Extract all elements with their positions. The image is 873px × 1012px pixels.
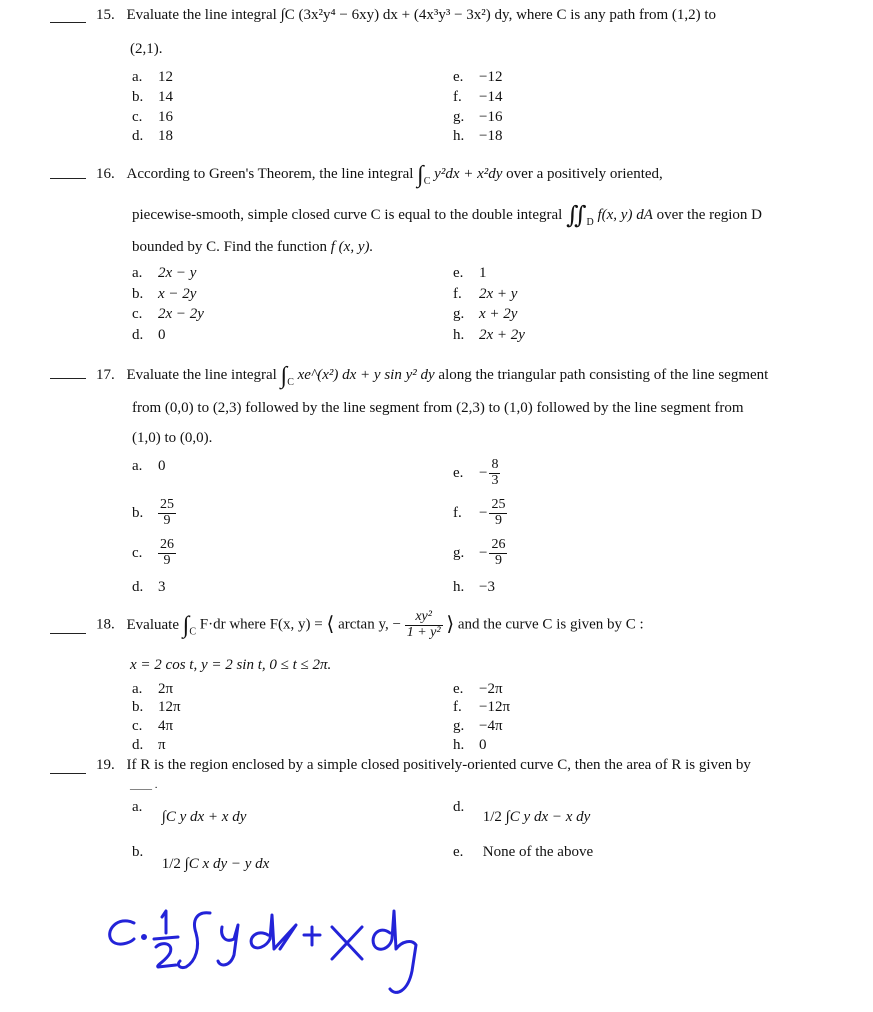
handwritten-answer: [100, 905, 530, 1010]
option-c[interactable]: c. 16: [132, 109, 173, 125]
option-a[interactable]: a. 2x − y: [132, 265, 197, 281]
option-c[interactable]: c. 4π: [132, 718, 174, 734]
option-f[interactable]: f. −14: [453, 89, 503, 105]
question-15-continuation: (2,1).: [130, 41, 163, 57]
answer-blank-15[interactable]: [50, 22, 86, 23]
question-17-line-3: (1,0) to (0,0).: [132, 430, 213, 446]
option-d[interactable]: d. 18: [132, 128, 173, 144]
answer-blank-17[interactable]: [50, 378, 86, 379]
answer-blank-18[interactable]: [50, 633, 86, 634]
option-c[interactable]: c. 2x − 2y: [132, 306, 204, 322]
option-b[interactable]: b. 1/2 ∫C x dy − y dx: [132, 844, 270, 872]
fraction: $\frac{8}{3}$: [491, 457, 499, 488]
option-e[interactable]: e. − $\frac{8}{3}$: [453, 457, 499, 488]
option-b[interactable]: b. x − 2y: [132, 286, 197, 302]
option-a[interactable]: a. ∫C y dx + x dy: [132, 799, 247, 825]
option-e[interactable]: e. None of the above: [453, 844, 594, 860]
question-number: 17.: [96, 367, 115, 383]
handwritten-answer-drawing: [100, 905, 530, 1005]
option-g[interactable]: g. −16: [453, 109, 503, 125]
option-e[interactable]: e. −12: [453, 69, 503, 85]
question-16-line-2: piecewise-smooth, simple closed curve C is equal to the double integral $∬_D$ f(x, y) dA over the region D: [132, 203, 763, 229]
answer-blank-19[interactable]: [50, 773, 86, 774]
option-b[interactable]: b. $\frac{25}{9}$: [132, 497, 174, 528]
question-text: Evaluate the line integral ∫C (3x²y⁴ − 6xy) dx + (4x³y³ − 3x²) dy, where C is any path from (1,2) to: [126, 7, 717, 23]
option-c[interactable]: c. $\frac{26}{9}$: [132, 537, 174, 568]
option-e[interactable]: e. −2π: [453, 681, 503, 697]
question-15: [96, 8, 716, 23]
option-b[interactable]: b. 12π: [132, 699, 181, 715]
option-a[interactable]: a. 12: [132, 69, 173, 85]
option-h[interactable]: h. 0: [453, 737, 487, 753]
fraction: $\frac{26}{9}$: [160, 537, 174, 568]
answer-blank-16[interactable]: [50, 178, 86, 179]
option-f[interactable]: f. 2x + y: [453, 286, 518, 302]
question-number: 16.: [96, 166, 115, 182]
question-number: 15.: [96, 7, 115, 23]
question-16: 16. According to Green's Theorem, the line integral $\int_C$ y²dx + x²dy over a positively oriented,: [96, 162, 663, 188]
option-f[interactable]: f. − $\frac{25}{9}$: [453, 497, 506, 528]
question-19: 19. If R is the region enclosed by a simple closed positively-oriented curve C, then the area of R is given by: [96, 757, 751, 773]
option-h[interactable]: h. −3: [453, 579, 495, 595]
fraction: $\frac{26}{9}$: [491, 537, 506, 568]
fraction: $\frac{25}{9}$: [160, 497, 174, 528]
curve-parametrization: x = 2 cos t, y = 2 sin t, 0 ≤ t ≤ 2π.: [130, 657, 332, 673]
option-d[interactable]: d. 1/2 ∫C y dx − x dy: [453, 799, 591, 825]
question-18: 18. Evaluate $\int_C$ F·dr where F(x, y) = ⟨ arctan y, − $\frac{\text{xy²}}{\text{1 + y²}}$ ⟩ and the curve C is given by C :: [96, 609, 644, 640]
fraction: $\frac{\text{xy²}}{\text{1 + y²}}$: [406, 609, 441, 640]
question-number: 19.: [96, 757, 115, 773]
option-d[interactable]: d. 0: [132, 327, 166, 343]
option-g[interactable]: g. x + 2y: [453, 306, 518, 322]
fill-blank-mark: ____ .: [130, 779, 158, 791]
option-h[interactable]: h. 2x + 2y: [453, 327, 525, 343]
option-e[interactable]: e. 1: [453, 265, 487, 281]
fraction: $\frac{25}{9}$: [491, 497, 506, 528]
option-b[interactable]: b. 14: [132, 89, 173, 105]
option-a[interactable]: a. 0: [132, 458, 166, 474]
option-g[interactable]: g. − $\frac{26}{9}$: [453, 537, 506, 568]
question-16-line-3: bounded by C. Find the function f (x, y).: [132, 239, 374, 255]
option-f[interactable]: f. −12π: [453, 699, 511, 715]
option-g[interactable]: g. −4π: [453, 718, 503, 734]
option-d[interactable]: d. 3: [132, 579, 166, 595]
question-17: 17. Evaluate the line integral $\int_C$ xe^(x²) dx + y sin y² dy along the triangular path consisting of the line segment: [96, 363, 769, 389]
question-number: 18.: [96, 616, 115, 633]
option-d[interactable]: d. π: [132, 737, 166, 753]
question-17-line-2: from (0,0) to (2,3) followed by the line segment from (2,3) to (1,0) followed by the line segment from: [132, 400, 744, 416]
option-a[interactable]: a. 2π: [132, 681, 174, 697]
option-h[interactable]: h. −18: [453, 128, 503, 144]
